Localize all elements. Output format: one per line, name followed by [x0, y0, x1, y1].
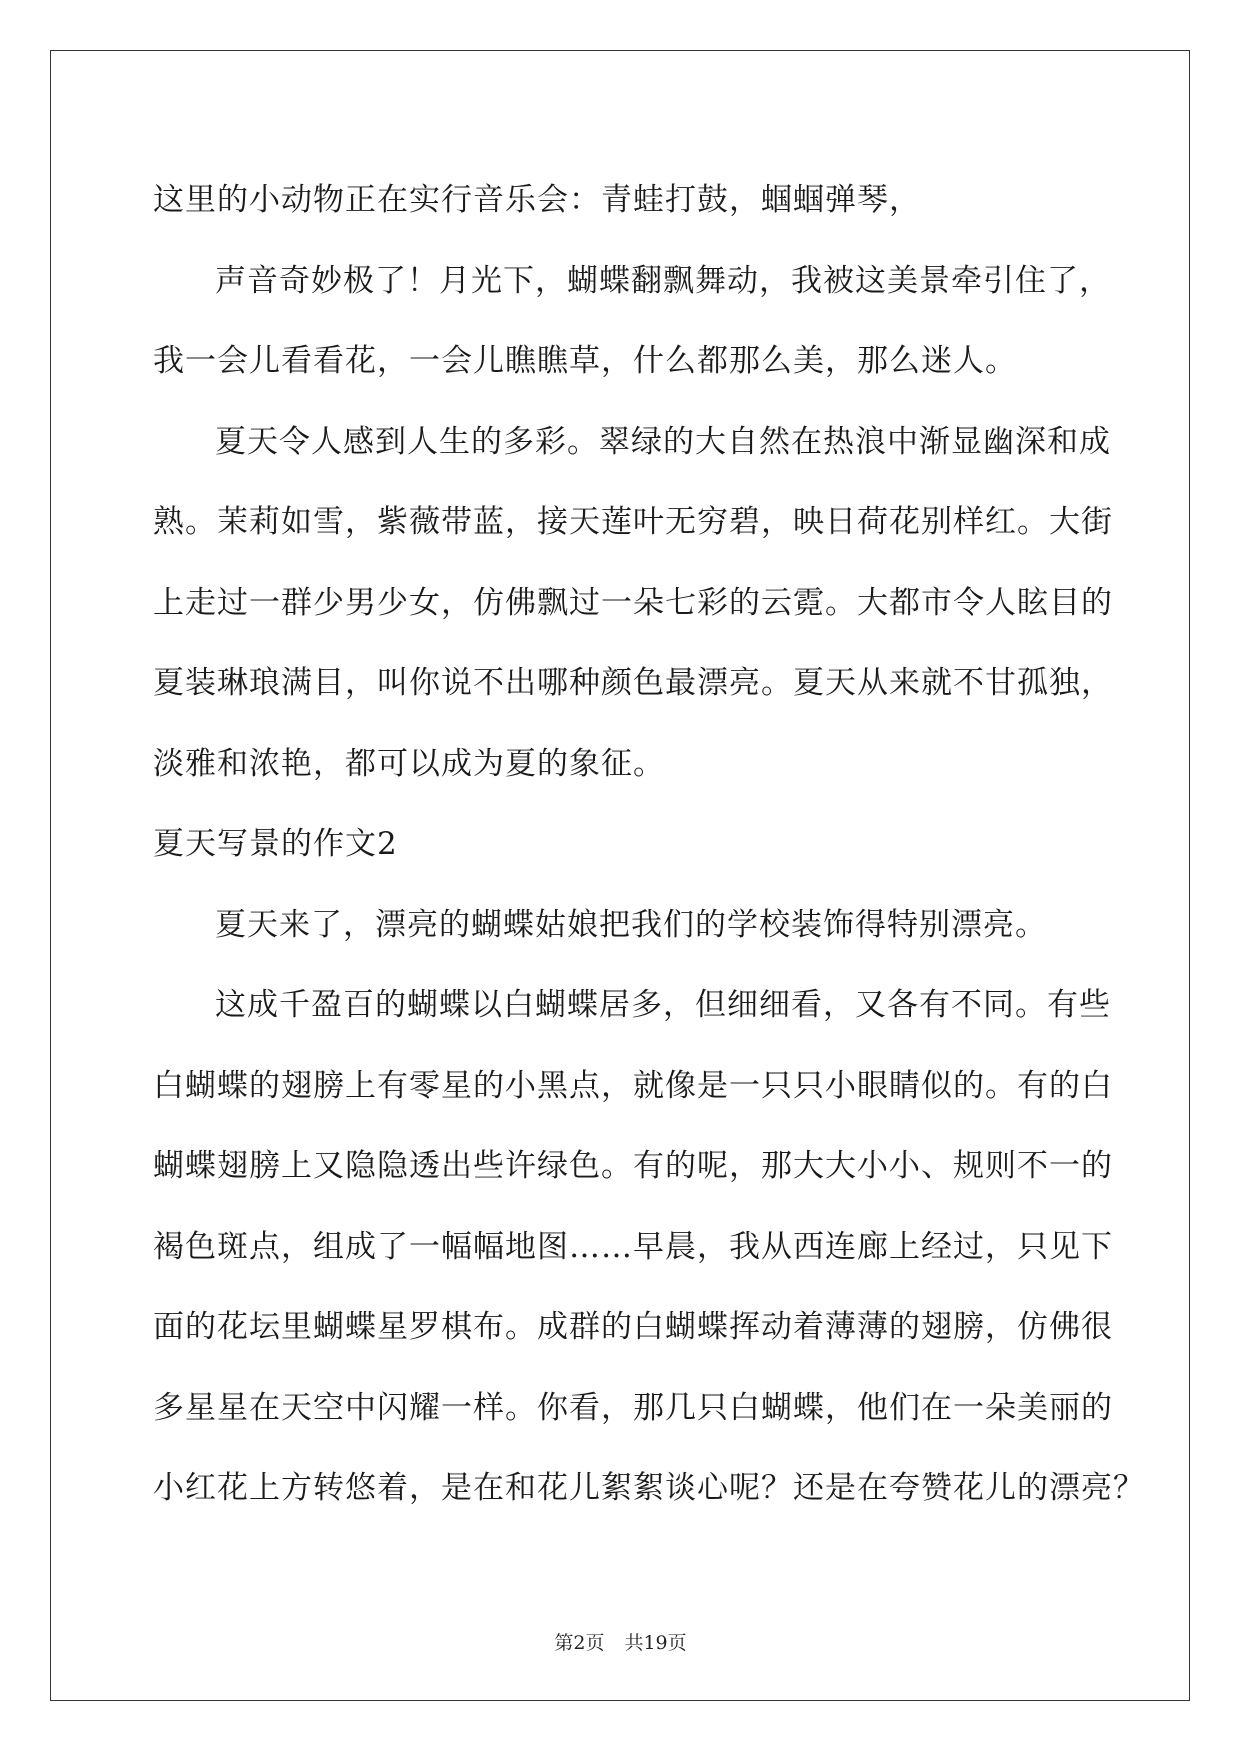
paragraph-line: 声音奇妙极了！月光下，蝴蝶翻飘舞动，我被这美景牵引住了，	[215, 262, 1111, 299]
document-body	[153, 160, 1145, 1529]
paragraph-line: 多星星在天空中闪耀一样。你看，那几只白蝴蝶，他们在一朵美丽的	[153, 1389, 1113, 1426]
paragraph-line: 褐色斑点，组成了一幅幅地图……早晨，我从西连廊上经过，只见下	[153, 1228, 1113, 1265]
paragraph-line: 这成千盈百的蝴蝶以白蝴蝶居多，但细细看，又各有不同。有些	[215, 987, 1111, 1023]
section-heading: 夏天写景的作文2	[153, 826, 398, 862]
page-footer	[0, 1628, 1241, 1655]
page-number: 第2页	[554, 1632, 605, 1654]
paragraph-line: 蝴蝶翅膀上又隐隐透出些许绿色。有的呢，那大大小小、规则不一的	[153, 1148, 1113, 1184]
paragraph-line: 上走过一群少男少女，仿佛飘过一朵七彩的云霓。大都市令人眩目的	[153, 584, 1113, 621]
paragraph-line: 夏天令人感到人生的多彩。翠绿的大自然在热浪中渐显幽深和成	[215, 423, 1111, 460]
paragraph-line: 熟。茉莉如雪，紫薇带蓝，接天莲叶无穷碧，映日荷花别样红。大街	[153, 504, 1113, 540]
paragraph-line: 淡雅和浓艳，都可以成为夏的象征。	[153, 745, 665, 782]
paragraph-line: 面的花坛里蝴蝶星罗棋布。成群的白蝴蝶挥动着薄薄的翅膀，仿佛很	[153, 1309, 1113, 1345]
paragraph-line: 这里的小动物正在实行音乐会：青蛙打鼓，蝈蝈弹琴，	[153, 182, 921, 218]
paragraph-line: 夏天来了，漂亮的蝴蝶姑娘把我们的学校装饰得特别漂亮。	[215, 906, 1047, 943]
page-total: 共19页	[624, 1632, 687, 1654]
paragraph-line: 小红花上方转悠着，是在和花儿絮絮谈心呢？还是在夸赞花儿的漂亮？	[153, 1470, 1145, 1506]
paragraph-line: 我一会儿看看花，一会儿瞧瞧草，什么都那么美，那么迷人。	[153, 343, 1017, 379]
paragraph-line: 白蝴蝶的翅膀上有零星的小黑点，就像是一只只小眼睛似的。有的白	[153, 1067, 1113, 1104]
paragraph-line: 夏装琳琅满目，叫你说不出哪种颜色最漂亮。夏天从来就不甘孤独，	[153, 665, 1113, 701]
